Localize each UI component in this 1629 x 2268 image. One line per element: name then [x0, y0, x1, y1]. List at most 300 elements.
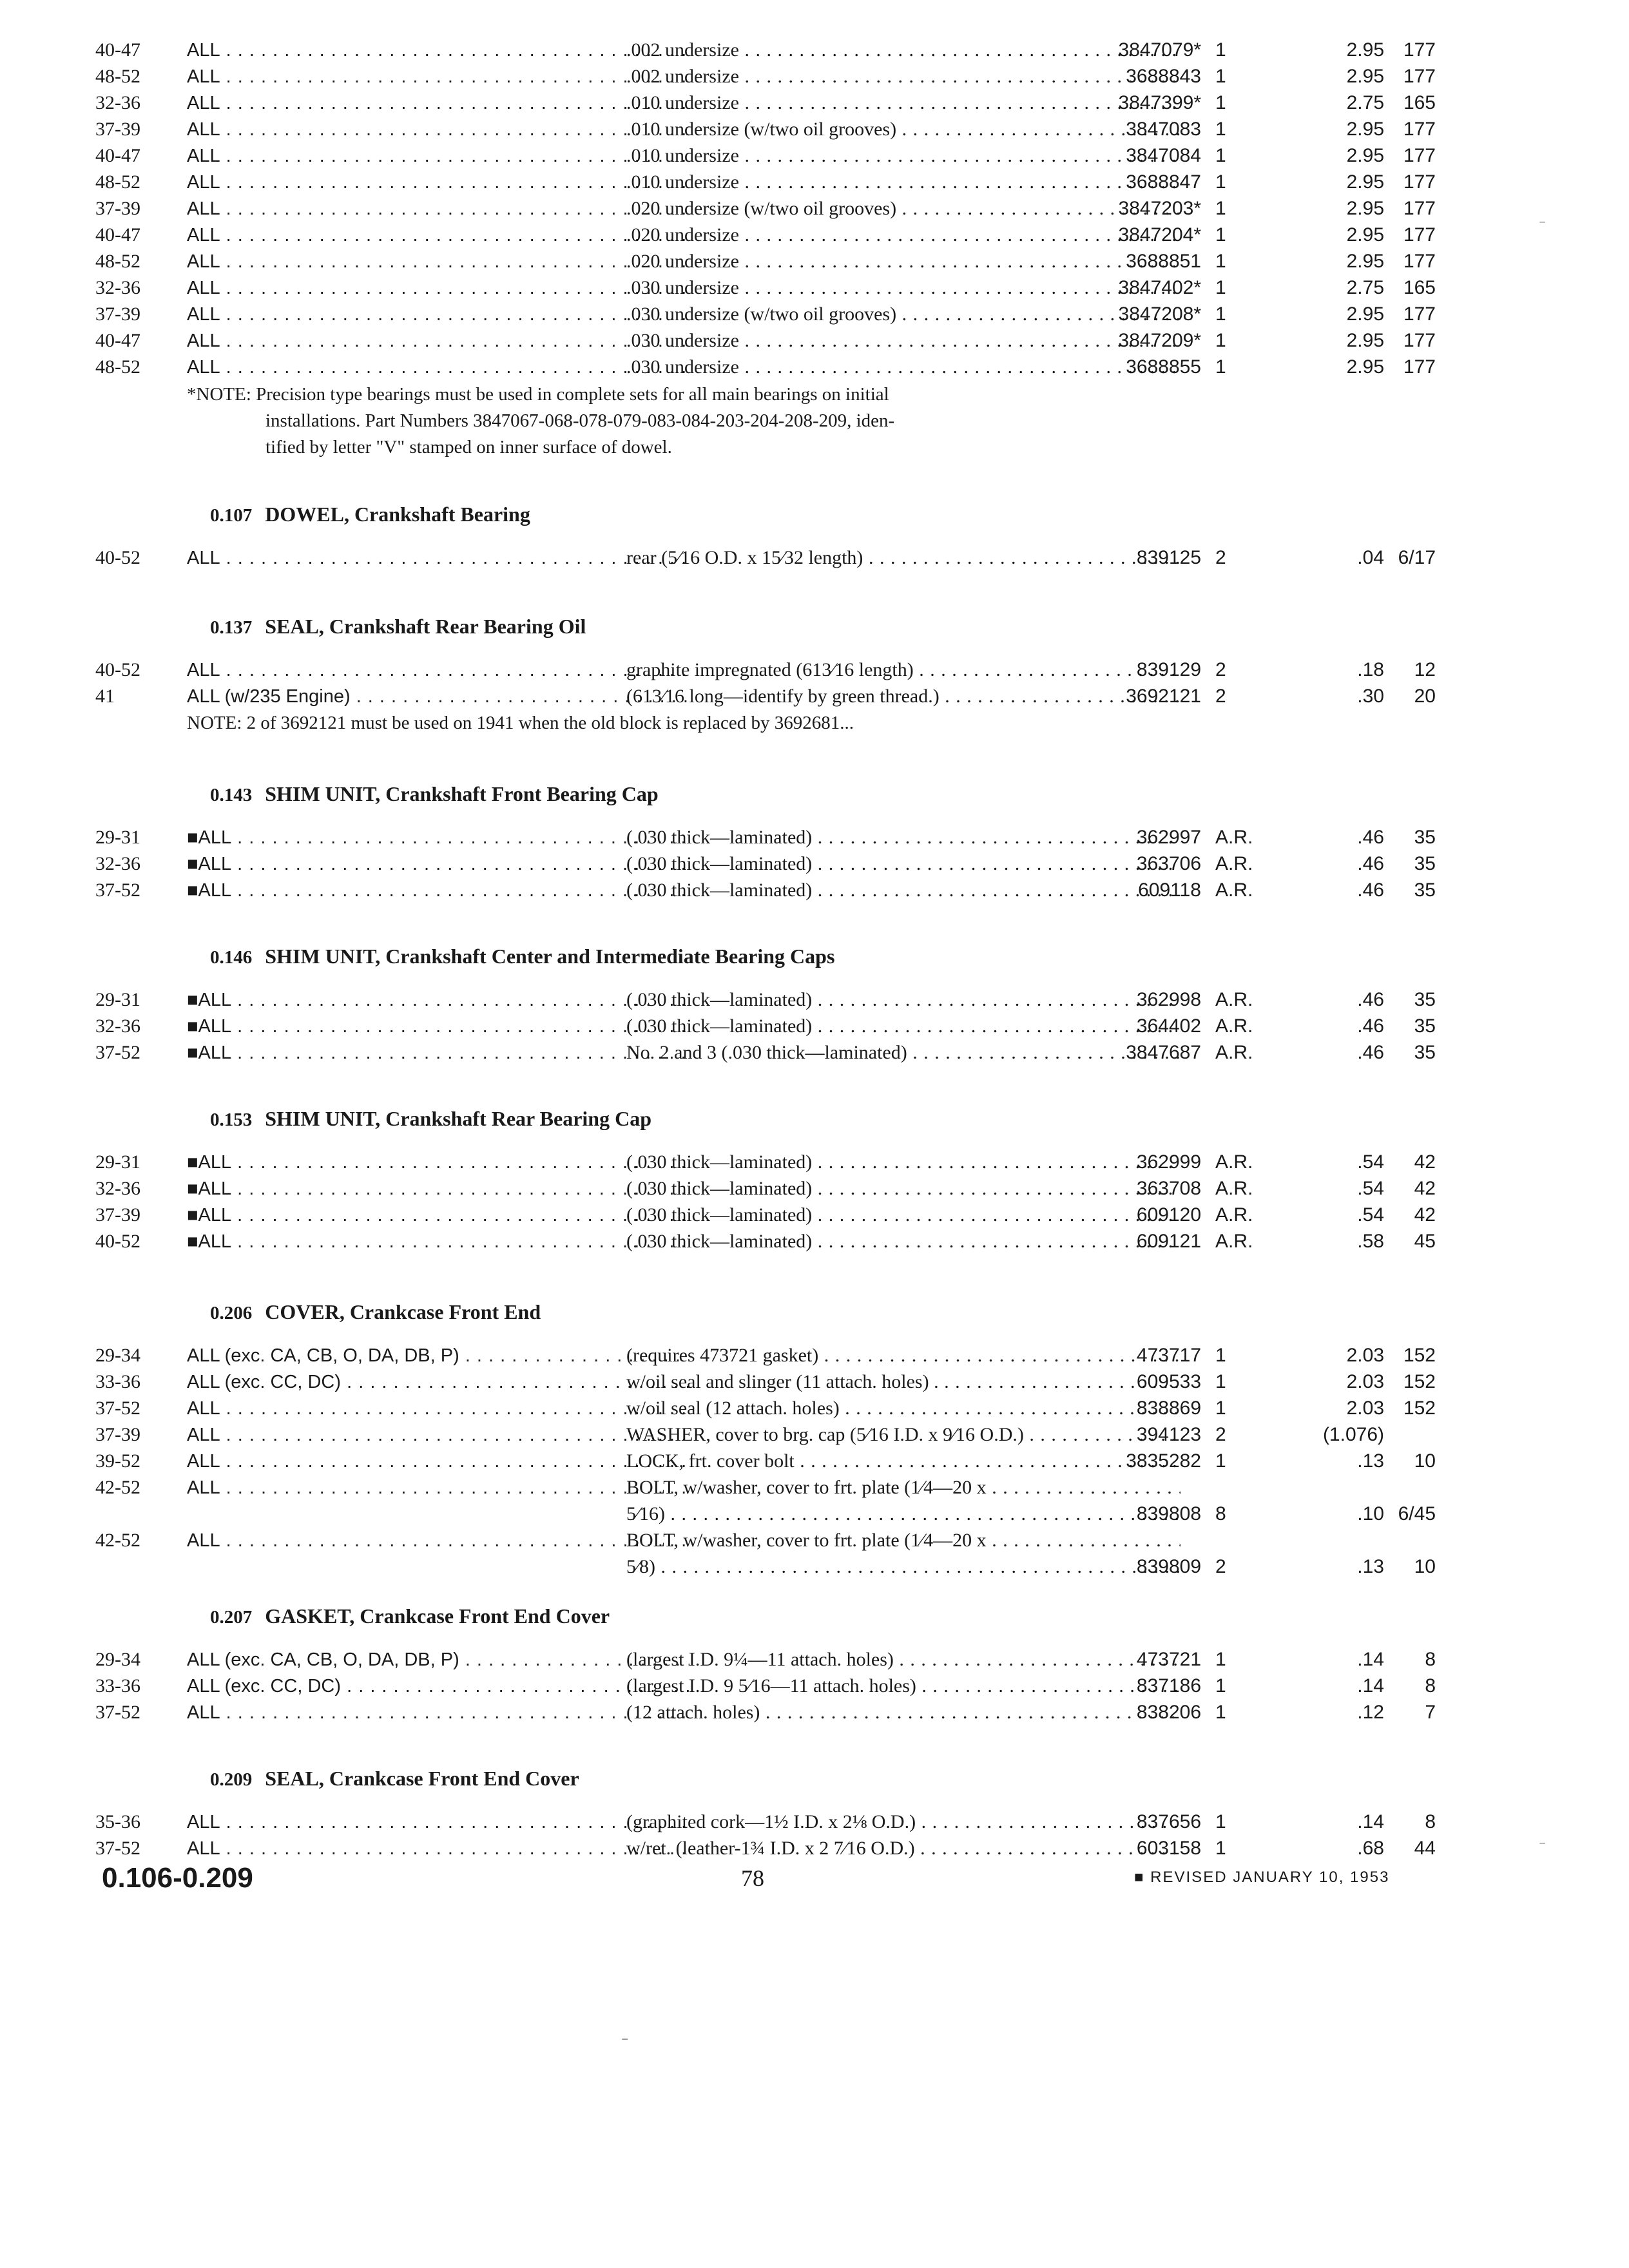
- year-range-cell: 40-47: [95, 39, 140, 61]
- year-range-cell: 29-31: [95, 827, 140, 848]
- model-cell: ALL (exc. CC, DC) . . .: [187, 1369, 689, 1395]
- quantity-cell: A.R.: [1215, 879, 1253, 901]
- weight-cell: 35: [1414, 1042, 1436, 1063]
- quantity-cell: A.R.: [1215, 1151, 1253, 1173]
- quantity-cell: 1: [1215, 1398, 1226, 1419]
- price-cell: .13: [1357, 1556, 1384, 1577]
- year-range-cell: 37-52: [95, 1398, 140, 1419]
- description-cell: (.030 thick—laminated) . . .: [626, 987, 1181, 1013]
- model-cell: ALL . . .: [187, 328, 689, 354]
- section-number: 0.143: [210, 785, 253, 805]
- table-row: [95, 1014, 1436, 1039]
- weight-cell: 177: [1403, 171, 1436, 193]
- year-range-cell: 48-52: [95, 251, 140, 272]
- model-cell: ■ALL . . .: [187, 987, 689, 1013]
- quantity-cell: 2: [1215, 1556, 1226, 1577]
- description-cell: (.030 thick—laminated) . . .: [626, 1014, 1181, 1039]
- part-number-cell: 609121: [1136, 1231, 1201, 1252]
- model-cell: ALL . . .: [187, 657, 689, 683]
- section-number: 0.153: [210, 1110, 253, 1130]
- model-cell: ALL (exc. CC, DC) . . .: [187, 1673, 689, 1699]
- table-row: [95, 37, 1436, 63]
- description-cell: .030 undersize . . .: [626, 328, 1181, 354]
- weight-cell: 7: [1425, 1702, 1436, 1723]
- scan-mark: ‾: [1540, 1841, 1545, 1858]
- price-cell: (1.076): [1322, 1424, 1384, 1445]
- weight-cell: 177: [1403, 198, 1436, 219]
- part-number-cell: 3835282: [1126, 1450, 1201, 1472]
- year-range-cell: 35-36: [95, 1811, 140, 1832]
- section-header: [210, 503, 530, 526]
- year-range-cell: 39-52: [95, 1450, 140, 1472]
- section-header: [210, 615, 586, 639]
- table-row: [95, 64, 1436, 90]
- weight-cell: 42: [1414, 1151, 1436, 1173]
- quantity-cell: 1: [1215, 1345, 1226, 1366]
- section-title: GASKET, Crankcase Front End Cover: [265, 1604, 610, 1628]
- table-row: [95, 1422, 1436, 1448]
- description-cell: (largest I.D. 9 5⁄16—11 attach. holes) . . .: [626, 1673, 1181, 1699]
- model-cell: ALL (w/235 Engine) . . .: [187, 684, 689, 709]
- description-cell: .030 undersize . . .: [626, 275, 1181, 301]
- year-range-cell: 48-52: [95, 356, 140, 378]
- model-cell: ALL . . .: [187, 545, 689, 571]
- year-range-cell: 37-39: [95, 119, 140, 140]
- part-number-cell: 837656: [1136, 1811, 1201, 1832]
- description-cell: w/oil seal (12 attach. holes) . . .: [626, 1396, 1181, 1421]
- part-number-cell: 3847203*: [1118, 198, 1201, 219]
- part-number-cell: 3847399*: [1118, 92, 1201, 113]
- price-cell: .58: [1357, 1231, 1384, 1252]
- description-cell: 5⁄16) . . .: [626, 1501, 1181, 1527]
- table-row: [95, 1700, 1436, 1725]
- table-row: [95, 1809, 1436, 1835]
- section-number: 0.207: [210, 1607, 253, 1628]
- price-cell: .46: [1357, 879, 1384, 901]
- quantity-cell: 1: [1215, 251, 1226, 272]
- section-title: SHIM UNIT, Crankshaft Rear Bearing Cap: [265, 1107, 651, 1130]
- section-header: [210, 1300, 541, 1324]
- year-range-cell: 33-36: [95, 1371, 140, 1392]
- weight-cell: 177: [1403, 145, 1436, 166]
- part-number-cell: 3688851: [1126, 251, 1201, 272]
- weight-cell: 35: [1414, 989, 1436, 1010]
- part-number-cell: 839808: [1136, 1503, 1201, 1524]
- section-title: SEAL, Crankcase Front End Cover: [265, 1767, 579, 1790]
- table-row: [95, 1176, 1436, 1202]
- model-cell: ALL . . .: [187, 90, 689, 116]
- description-cell: No. 2 and 3 (.030 thick—laminated) . . .: [626, 1040, 1181, 1066]
- quantity-cell: 1: [1215, 92, 1226, 113]
- table-row: [95, 196, 1436, 222]
- note-text: *NOTE: Precision type bearings must be used in complete sets for all main bearings on initial: [187, 384, 889, 405]
- table-row: [95, 328, 1436, 354]
- price-cell: 2.95: [1346, 356, 1384, 378]
- part-number-cell: 3847079*: [1118, 39, 1201, 61]
- quantity-cell: 1: [1215, 198, 1226, 219]
- year-range-cell: 29-31: [95, 1151, 140, 1173]
- year-range-cell: 29-31: [95, 989, 140, 1010]
- model-cell: ALL . . .: [187, 275, 689, 301]
- model-cell: ALL (exc. CA, CB, O, DA, DB, P) . . .: [187, 1647, 689, 1673]
- quantity-cell: A.R.: [1215, 989, 1253, 1010]
- model-cell: ■ALL . . .: [187, 1149, 689, 1175]
- note-text: installations. Part Numbers 3847067-068-078-079-083-084-203-204-208-209, iden-: [265, 410, 895, 431]
- quantity-cell: A.R.: [1215, 853, 1253, 874]
- model-cell: ALL . . .: [187, 354, 689, 380]
- year-range-cell: 37-52: [95, 1838, 140, 1859]
- year-range-cell: 42-52: [95, 1477, 140, 1498]
- table-row: [95, 117, 1436, 142]
- quantity-cell: A.R.: [1215, 827, 1253, 848]
- quantity-cell: 2: [1215, 686, 1226, 707]
- description-cell: .020 undersize (w/two oil grooves) . . .: [626, 196, 1181, 222]
- description-cell: .020 undersize . . .: [626, 249, 1181, 274]
- part-number-cell: 609120: [1136, 1204, 1201, 1225]
- quantity-cell: 1: [1215, 277, 1226, 298]
- quantity-cell: 2: [1215, 659, 1226, 680]
- part-number-cell: 3847209*: [1118, 330, 1201, 351]
- weight-cell: 177: [1403, 303, 1436, 325]
- model-cell: ALL . . .: [187, 1836, 689, 1861]
- price-cell: .04: [1357, 547, 1384, 568]
- model-cell: ALL . . .: [187, 64, 689, 90]
- part-number-cell: 839809: [1136, 1556, 1201, 1577]
- quantity-cell: 1: [1215, 1702, 1226, 1723]
- model-cell: ALL . . .: [187, 1700, 689, 1725]
- price-cell: .68: [1357, 1838, 1384, 1859]
- part-number-cell: 362998: [1136, 989, 1201, 1010]
- year-range-cell: 40-52: [95, 1231, 140, 1252]
- model-cell: ■ALL . . .: [187, 1229, 689, 1254]
- year-range-cell: 32-36: [95, 92, 140, 113]
- weight-cell: 177: [1403, 330, 1436, 351]
- description-cell: .010 undersize . . .: [626, 169, 1181, 195]
- part-number-cell: 3847084: [1126, 145, 1201, 166]
- quantity-cell: 8: [1215, 1503, 1226, 1524]
- part-number-cell: 3847204*: [1118, 224, 1201, 245]
- description-cell: LOCK, frt. cover bolt . . .: [626, 1448, 1181, 1474]
- price-cell: .14: [1357, 1649, 1384, 1670]
- table-row: [95, 851, 1436, 877]
- section-title: SEAL, Crankshaft Rear Bearing Oil: [265, 615, 586, 638]
- table-row: [95, 90, 1436, 116]
- weight-cell: 12: [1414, 659, 1436, 680]
- section-header: [210, 1107, 651, 1131]
- scan-mark: ‾: [1540, 220, 1545, 236]
- year-range-cell: 32-36: [95, 853, 140, 874]
- model-cell: ■ALL . . .: [187, 1014, 689, 1039]
- description-cell: .010 undersize . . .: [626, 90, 1181, 116]
- table-row: [95, 302, 1436, 327]
- table-row: [95, 1647, 1436, 1673]
- year-range-cell: 48-52: [95, 66, 140, 87]
- price-cell: 2.95: [1346, 303, 1384, 325]
- price-cell: .46: [1357, 1015, 1384, 1037]
- table-row: [95, 878, 1436, 903]
- part-number-cell: 473717: [1136, 1345, 1201, 1366]
- price-cell: .18: [1357, 659, 1384, 680]
- model-cell: ■ALL . . .: [187, 878, 689, 903]
- quantity-cell: 1: [1215, 119, 1226, 140]
- model-cell: ALL . . .: [187, 1396, 689, 1421]
- description-cell: (.030 thick—laminated) . . .: [626, 1202, 1181, 1228]
- table-row: [95, 143, 1436, 169]
- weight-cell: 177: [1403, 251, 1436, 272]
- price-cell: 2.75: [1346, 277, 1384, 298]
- quantity-cell: 1: [1215, 1649, 1226, 1670]
- year-range-cell: 42-52: [95, 1530, 140, 1551]
- quantity-cell: A.R.: [1215, 1178, 1253, 1199]
- part-number-cell: 3688843: [1126, 66, 1201, 87]
- weight-cell: 8: [1425, 1649, 1436, 1670]
- section-header: [210, 1767, 579, 1791]
- scan-mark: ‾: [622, 2037, 628, 2053]
- note-text: NOTE: 2 of 3692121 must be used on 1941 when the old block is replaced by 3692681...: [187, 713, 854, 733]
- description-cell: (613⁄16 long—identify by green thread.) . . .: [626, 684, 1181, 709]
- description-cell: (.030 thick—laminated) . . .: [626, 1149, 1181, 1175]
- description-cell: .030 undersize (w/two oil grooves) . . .: [626, 302, 1181, 327]
- weight-cell: 177: [1403, 224, 1436, 245]
- model-cell: ALL (exc. CA, CB, O, DA, DB, P) . . .: [187, 1343, 689, 1369]
- weight-cell: 42: [1414, 1204, 1436, 1225]
- table-row: [95, 1554, 1436, 1580]
- table-row: [95, 1673, 1436, 1699]
- section-title: DOWEL, Crankshaft Bearing: [265, 503, 530, 526]
- year-range-cell: 41: [95, 686, 115, 707]
- year-range-cell: 37-52: [95, 1702, 140, 1723]
- quantity-cell: 2: [1215, 547, 1226, 568]
- price-cell: .14: [1357, 1675, 1384, 1696]
- description-cell: .010 undersize . . .: [626, 143, 1181, 169]
- year-range-cell: 32-36: [95, 277, 140, 298]
- model-cell: ■ALL . . .: [187, 1040, 689, 1066]
- year-range-cell: 29-34: [95, 1345, 140, 1366]
- description-cell: .030 undersize . . .: [626, 354, 1181, 380]
- weight-cell: 165: [1403, 92, 1436, 113]
- year-range-cell: 48-52: [95, 171, 140, 193]
- weight-cell: 165: [1403, 277, 1436, 298]
- part-number-cell: 839125: [1136, 547, 1201, 568]
- part-number-cell: 3688847: [1126, 171, 1201, 193]
- price-cell: .12: [1357, 1702, 1384, 1723]
- quantity-cell: 1: [1215, 356, 1226, 378]
- quantity-cell: A.R.: [1215, 1204, 1253, 1225]
- description-cell: WASHER, cover to brg. cap (5⁄16 I.D. x 9⁄16 O.D.) . . .: [626, 1422, 1181, 1448]
- part-number-cell: 3847208*: [1118, 303, 1201, 325]
- year-range-cell: 33-36: [95, 1675, 140, 1696]
- weight-cell: 35: [1414, 1015, 1436, 1037]
- table-row: [95, 657, 1436, 683]
- year-range-cell: 37-52: [95, 879, 140, 901]
- part-number-cell: 838869: [1136, 1398, 1201, 1419]
- price-cell: .46: [1357, 827, 1384, 848]
- year-range-cell: 37-39: [95, 198, 140, 219]
- description-cell: .010 undersize (w/two oil grooves) . . .: [626, 117, 1181, 142]
- weight-cell: 45: [1414, 1231, 1436, 1252]
- quantity-cell: 1: [1215, 303, 1226, 325]
- description-cell: (.030 thick—laminated) . . .: [626, 851, 1181, 877]
- description-cell: graphite impregnated (613⁄16 length) . . .: [626, 657, 1181, 683]
- weight-cell: 44: [1414, 1838, 1436, 1859]
- price-cell: 2.03: [1346, 1398, 1384, 1419]
- model-cell: ■ALL . . .: [187, 851, 689, 877]
- model-cell: ALL . . .: [187, 1422, 689, 1448]
- year-range-cell: 40-47: [95, 224, 140, 245]
- section-number: 0.107: [210, 505, 253, 526]
- description-cell: w/ret. (leather-1¾ I.D. x 2 7⁄16 O.D.) . . .: [626, 1836, 1181, 1861]
- year-range-cell: 29-34: [95, 1649, 140, 1670]
- price-cell: 2.03: [1346, 1371, 1384, 1392]
- table-row: [95, 1528, 1436, 1553]
- price-cell: 2.95: [1346, 66, 1384, 87]
- price-cell: .30: [1357, 686, 1384, 707]
- model-cell: ALL . . .: [187, 1448, 689, 1474]
- table-row: [95, 1369, 1436, 1395]
- part-number-cell: 394123: [1136, 1424, 1201, 1445]
- price-cell: .46: [1357, 989, 1384, 1010]
- section-number: 0.209: [210, 1769, 253, 1790]
- description-cell: (12 attach. holes) . . .: [626, 1700, 1181, 1725]
- year-range-cell: 37-39: [95, 303, 140, 325]
- table-row: [95, 1836, 1436, 1861]
- model-cell: ALL . . .: [187, 1809, 689, 1835]
- table-row: [95, 354, 1436, 380]
- description-cell: (.030 thick—laminated) . . .: [626, 1176, 1181, 1202]
- price-cell: 2.95: [1346, 251, 1384, 272]
- table-row: [95, 1040, 1436, 1066]
- price-cell: 2.75: [1346, 92, 1384, 113]
- part-number-cell: 3692121: [1126, 686, 1201, 707]
- price-cell: .10: [1357, 1503, 1384, 1524]
- year-range-cell: 32-36: [95, 1015, 140, 1037]
- table-row: [95, 249, 1436, 274]
- price-cell: 2.95: [1346, 330, 1384, 351]
- price-cell: 2.95: [1346, 119, 1384, 140]
- model-cell: ALL . . .: [187, 302, 689, 327]
- model-cell: ALL . . .: [187, 1475, 689, 1501]
- quantity-cell: 1: [1215, 330, 1226, 351]
- part-number-cell: 3847402*: [1118, 277, 1201, 298]
- price-cell: 2.03: [1346, 1345, 1384, 1366]
- section-header: [210, 782, 659, 806]
- year-range-cell: 40-47: [95, 330, 140, 351]
- model-cell: ■ALL . . .: [187, 1176, 689, 1202]
- part-number-cell: 362997: [1136, 827, 1201, 848]
- table-row: [95, 545, 1436, 571]
- description-cell: 5⁄8) . . .: [626, 1554, 1181, 1580]
- weight-cell: 10: [1414, 1556, 1436, 1577]
- price-cell: 2.95: [1346, 198, 1384, 219]
- table-row: [95, 222, 1436, 248]
- part-number-cell: 364402: [1136, 1015, 1201, 1037]
- description-cell: .020 undersize . . .: [626, 222, 1181, 248]
- weight-cell: 177: [1403, 66, 1436, 87]
- quantity-cell: A.R.: [1215, 1015, 1253, 1037]
- part-number-cell: 363708: [1136, 1178, 1201, 1199]
- table-row: [95, 169, 1436, 195]
- year-range-cell: 37-52: [95, 1042, 140, 1063]
- table-row: [95, 684, 1436, 709]
- part-number-cell: 363706: [1136, 853, 1201, 874]
- model-cell: ALL . . .: [187, 249, 689, 274]
- description-cell: .002 undersize . . .: [626, 37, 1181, 63]
- year-range-cell: 40-47: [95, 145, 140, 166]
- quantity-cell: 1: [1215, 1838, 1226, 1859]
- quantity-cell: 1: [1215, 1371, 1226, 1392]
- weight-cell: 177: [1403, 356, 1436, 378]
- weight-cell: 177: [1403, 39, 1436, 61]
- table-row: [95, 987, 1436, 1013]
- price-cell: .54: [1357, 1151, 1384, 1173]
- year-range-cell: 40-52: [95, 547, 140, 568]
- price-cell: .46: [1357, 853, 1384, 874]
- description-cell: (requires 473721 gasket) . . .: [626, 1343, 1181, 1369]
- page-number: 78: [741, 1865, 764, 1891]
- section-header: [210, 945, 834, 968]
- model-cell: ALL . . .: [187, 117, 689, 142]
- weight-cell: 35: [1414, 853, 1436, 874]
- table-row: [95, 825, 1436, 850]
- table-row: [95, 1202, 1436, 1228]
- quantity-cell: 1: [1215, 39, 1226, 61]
- model-cell: ■ALL . . .: [187, 1202, 689, 1228]
- table-row: [95, 1343, 1436, 1369]
- part-number-cell: 839129: [1136, 659, 1201, 680]
- section-title: COVER, Crankcase Front End: [265, 1300, 541, 1323]
- description-cell: (.030 thick—laminated) . . .: [626, 825, 1181, 850]
- part-number-cell: 362999: [1136, 1151, 1201, 1173]
- quantity-cell: 1: [1215, 145, 1226, 166]
- model-cell: ■ALL . . .: [187, 825, 689, 850]
- description-cell: rear (5⁄16 O.D. x 15⁄32 length) . . .: [626, 545, 1181, 571]
- description-cell: BOLT, w/washer, cover to frt. plate (1⁄4—20 x . . .: [626, 1528, 1181, 1553]
- section-number: 0.206: [210, 1303, 253, 1323]
- quantity-cell: 2: [1215, 1424, 1226, 1445]
- model-cell: ALL . . .: [187, 1528, 689, 1553]
- part-number-cell: 837186: [1136, 1675, 1201, 1696]
- description-cell: (.030 thick—laminated) . . .: [626, 1229, 1181, 1254]
- quantity-cell: A.R.: [1215, 1231, 1253, 1252]
- table-row: [95, 1229, 1436, 1254]
- price-cell: .54: [1357, 1178, 1384, 1199]
- weight-cell: 8: [1425, 1675, 1436, 1696]
- weight-cell: 152: [1403, 1345, 1436, 1366]
- weight-cell: 6/17: [1398, 547, 1436, 568]
- part-number-cell: 3688855: [1126, 356, 1201, 378]
- quantity-cell: 1: [1215, 224, 1226, 245]
- model-cell: ALL . . .: [187, 222, 689, 248]
- year-range-cell: 40-52: [95, 659, 140, 680]
- part-number-cell: 3847687: [1126, 1042, 1201, 1063]
- year-range-cell: 32-36: [95, 1178, 140, 1199]
- weight-cell: 20: [1414, 686, 1436, 707]
- weight-cell: 6/45: [1398, 1503, 1436, 1524]
- part-number-cell: 3847083: [1126, 119, 1201, 140]
- weight-cell: 35: [1414, 827, 1436, 848]
- table-row: [95, 1501, 1436, 1527]
- part-number-cell: 473721: [1136, 1649, 1201, 1670]
- price-cell: .54: [1357, 1204, 1384, 1225]
- description-cell: (largest I.D. 9¼—11 attach. holes) . . .: [626, 1647, 1181, 1673]
- section-number: 0.137: [210, 617, 253, 638]
- model-cell: ALL . . .: [187, 169, 689, 195]
- description-cell: BOLT, w/washer, cover to frt. plate (1⁄4—20 x . . .: [626, 1475, 1181, 1501]
- table-row: [95, 1448, 1436, 1474]
- quantity-cell: 1: [1215, 1450, 1226, 1472]
- weight-cell: 42: [1414, 1178, 1436, 1199]
- model-cell: ALL . . .: [187, 196, 689, 222]
